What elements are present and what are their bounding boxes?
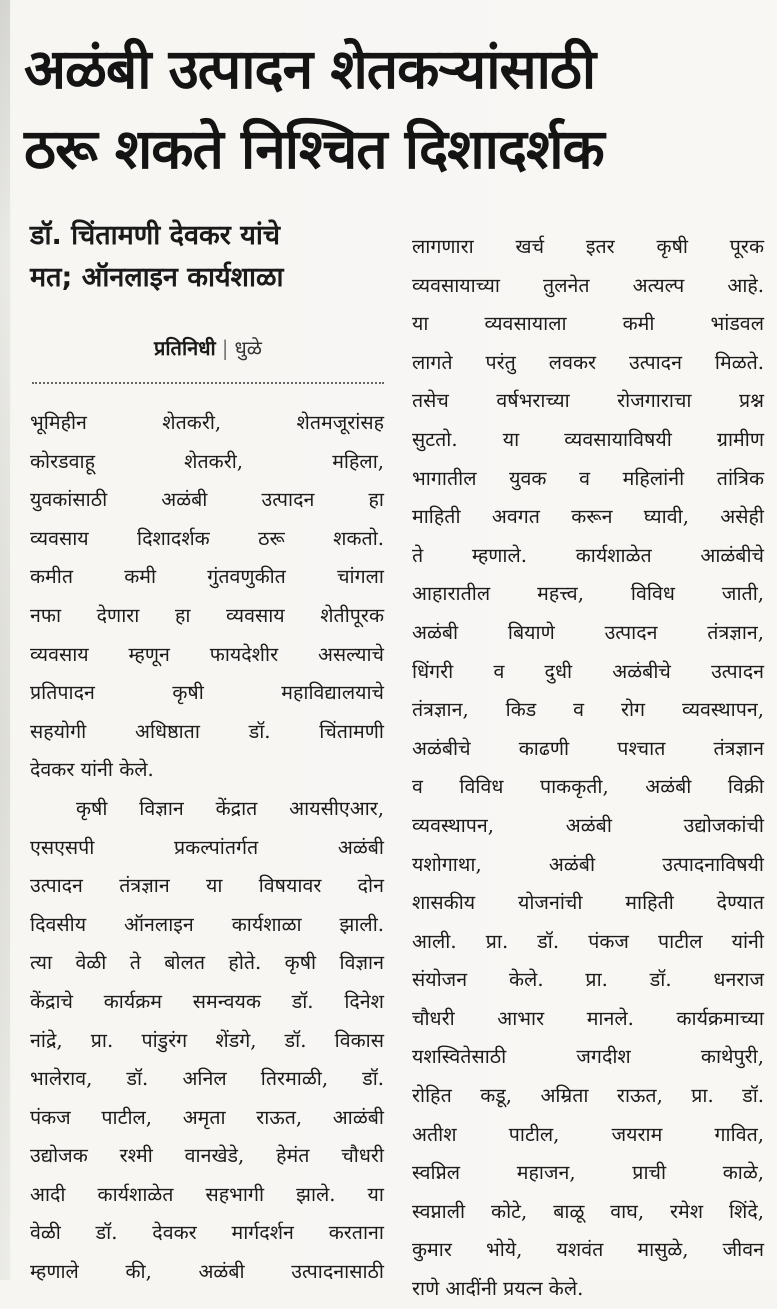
body-line: आहारातील महत्त्व, विविध जाती,: [412, 582, 764, 606]
body-line: संयोजन केले. प्रा. डॉ. धनराज: [412, 968, 764, 992]
body-line: स्वप्निल महाजन, प्राची काळे,: [412, 1161, 764, 1185]
body-line: आली. प्रा. डॉ. पंकज पाटील यांनी: [412, 929, 764, 953]
body-line: स्वप्नाली कोटे, बाळू वाघ, रमेश शिंदे,: [412, 1199, 764, 1223]
body-line: देवकर यांनी केले.: [30, 758, 154, 782]
subheadline-line-2: मत; ऑनलाइन कार्यशाळा: [30, 262, 284, 293]
body-line: अळंबी बियाणे उत्पादन तंत्रज्ञान,: [412, 620, 764, 644]
body-line: ते म्हणाले. कार्यशाळेत आळंबीचे: [412, 543, 764, 567]
body-line: रोहित कडू, अम्रिता राऊत, प्रा. डॉ.: [412, 1084, 764, 1108]
body-line: कुमार भोये, यशवंत मासुळे, जीवन: [412, 1238, 764, 1262]
body-line: यशस्वितेसाठी जगदीश काथेपुरी,: [412, 1045, 764, 1069]
body-line: व विविध पाककृती, अळंबी विक्री: [412, 775, 764, 799]
byline-author: प्रतिनिधी: [154, 336, 216, 360]
body-line: नांद्रे, प्रा. पांडुरंग शेंडगे, डॉ. विकास: [30, 1028, 384, 1052]
body-line: भालेराव, डॉ. अनिल तिरमाळी, डॉ.: [30, 1067, 384, 1091]
body-line: युवकांसाठी अळंबी उत्पादन हा: [30, 488, 384, 512]
subheadline-line-1: डॉ. चिंतामणी देवकर यांचे: [30, 220, 281, 251]
body-line: लागणारा खर्च इतर कृषी पूरक: [412, 235, 764, 258]
body-line: शासकीय योजनांची माहिती देण्यात: [412, 891, 764, 915]
headline-line-1: अळंबी उत्पादन शेतकऱ्यांसाठी: [24, 37, 596, 101]
body-line: अतीश पाटील, जयराम गावित,: [412, 1122, 764, 1146]
body-line: तंत्रज्ञान, किड व रोग व्यवस्थापन,: [412, 698, 764, 722]
body-line: केंद्राचे कार्यक्रम समन्वयक डॉ. दिनेश: [30, 989, 384, 1013]
body-line: व्यवसायाच्या तुलनेत अत्यल्प आहे.: [412, 273, 764, 297]
body-line: कोरडवाहू शेतकरी, महिला,: [30, 449, 384, 473]
body-line: राणे आदींनी प्रयत्न केले.: [412, 1277, 584, 1301]
page-edge: [0, 0, 10, 1280]
body-line: व्यवसाय म्हणून फायदेशीर असल्याचे: [30, 642, 384, 666]
body-line: भागातील युवक व महिलांनी तांत्रिक: [412, 466, 764, 490]
body-line: नफा देणारा हा व्यवसाय शेतीपूरक: [30, 603, 384, 627]
body-line: वेळी डॉ. देवकर मार्गदर्शन करताना: [30, 1221, 384, 1245]
byline-location: धुळे: [234, 336, 262, 360]
article-column-right: [412, 228, 764, 1309]
column-gutter: [398, 220, 399, 1270]
body-line: प्रतिपादन कृषी महाविद्यालयाचे: [30, 681, 384, 705]
body-line: व्यवसाय दिशादर्शक ठरू शकतो.: [30, 526, 384, 550]
body-line: सुटतो. या व्यवसायाविषयी ग्रामीण: [412, 427, 764, 451]
dotted-divider: [32, 382, 384, 384]
body-line: चौधरी आभार मानले. कार्यक्रमाच्या: [412, 1006, 764, 1030]
body-line: कमीत कमी गुंतवणुकीत चांगला: [30, 565, 384, 589]
body-line: त्या वेळी ते बोलत होते. कृषी विज्ञान: [30, 951, 384, 975]
body-line: धिंगरी व दुधी अळंबीचे उत्पादन: [412, 659, 764, 683]
body-line: उत्पादन तंत्रज्ञान या विषयावर दोन: [30, 874, 384, 898]
body-line: तसेच वर्षभराच्या रोजगाराचा प्रश्न: [412, 389, 764, 413]
byline-separator: |: [221, 336, 229, 360]
byline: [30, 332, 386, 364]
body-line: लागते परंतु लवकर उत्पादन मिळते.: [412, 350, 764, 374]
body-line: सहयोगी अधिष्ठाता डॉ. चिंतामणी: [30, 719, 384, 743]
body-line: यशोगाथा, अळंबी उत्पादनाविषयी: [412, 852, 764, 876]
body-line: अळंबीचे काढणी पश्चात तंत्रज्ञान: [412, 736, 764, 760]
body-line: पंकज पाटील, अमृता राऊत, आळंबी: [30, 1105, 384, 1129]
article-column-left: [30, 404, 384, 1292]
body-line: दिवसीय ऑनलाइन कार्यशाळा झाली.: [30, 912, 384, 936]
body-line: माहिती अवगत करून घ्यावी, असेही: [412, 505, 764, 529]
headline-line-2: ठरू शकते निश्चित दिशादर्शक: [24, 117, 604, 181]
body-line: व्यवस्थापन, अळंबी उद्योजकांची: [412, 813, 764, 837]
body-line: आदी कार्यशाळेत सहभागी झाले. या: [30, 1182, 384, 1206]
body-line: एसएसपी प्रकल्पांतर्गत अळंबी: [30, 835, 384, 859]
body-line: कृषी विज्ञान केंद्रात आयसीएआर,: [76, 796, 384, 820]
body-line: भूमिहीन शेतकरी, शेतमजूरांसह: [30, 411, 384, 434]
body-line: या व्यवसायाला कमी भांडवल: [412, 312, 764, 336]
body-line: म्हणाले की, अळंबी उत्पादनासाठी: [30, 1260, 384, 1284]
body-line: उद्योजक रश्मी वानखेडे, हेमंत चौधरी: [30, 1144, 384, 1168]
